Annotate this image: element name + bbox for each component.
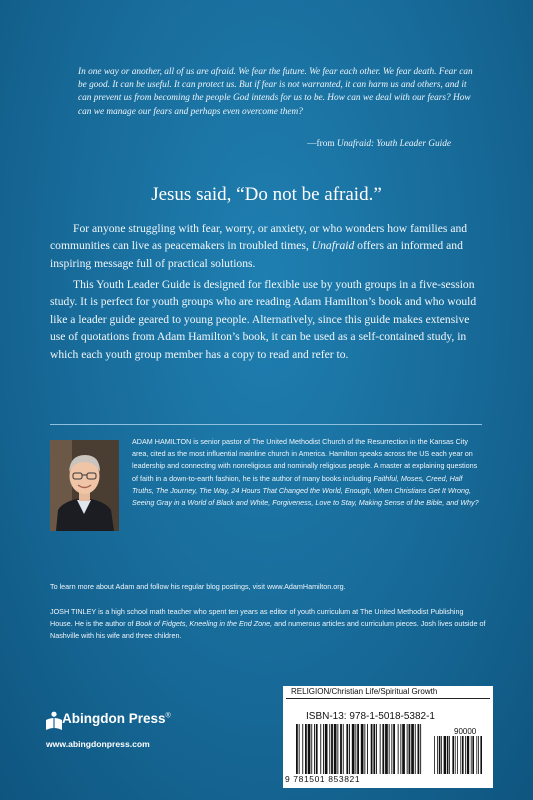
pull-quote: In one way or another, all of us are afraid. We fear the future. We fear each other. We fear death. Fear can be good. It can be useful. It can protect us. But if fear is not warranted, it can harm us and others, and it can prevent us from becoming the people God intends for us to be. How can we deal with our fears? How can we manage our fears and perhaps even overcome them?	[78, 67, 473, 117]
author-bio	[132, 436, 484, 509]
coauthor-books: Book of Fidgets, Kneeling in the End Zone,	[135, 619, 273, 629]
author-website-line: To learn more about Adam and follow his regular blog postings, visit www.AdamHamilton.org.	[50, 582, 346, 591]
bisac-divider	[286, 698, 490, 699]
description-paragraph-1	[50, 220, 480, 272]
isbn-label: ISBN-13: 978-1-5018-5382-1	[306, 711, 435, 722]
p1-start: For anyone struggling with fear, worry, or anxiety, or who wonders how families and communities can live as peacemakers in troubled times,	[50, 222, 468, 253]
attribution-prefix: —from	[307, 139, 337, 149]
barcode-digits: 9 781501 853821	[285, 774, 361, 784]
author-photo	[50, 440, 119, 531]
coauthor-bio	[50, 606, 486, 643]
author-bio-intro: ADAM HAMILTON is senior pastor of The United Methodist Church of the Resurrection in the Kansas City area, cited as the most influential mainline church in America. Hamilton speaks across the US each year on leadership and connecting with nonreligious and nominally religious people. A master at explaining questions of faith in a down-to-earth fashion, he is the author of many books including	[132, 437, 478, 483]
quote-attribution	[307, 139, 451, 149]
coauthor-bio-end: and numerous articles and curriculum pieces. Josh lives outside of Nashville with his wife and three children.	[50, 619, 486, 641]
price-code: 90000	[454, 727, 477, 736]
publisher-logo-text	[62, 711, 171, 726]
p1-title: Unafraid	[311, 239, 355, 253]
author-books: Faithful, Moses, Creed, Half Truths, The Journey, The Way, 24 Hours That Changed the World, Enough, When Christians Get It Wrong, Seeing Gray in a World of Black and White, Forgiveness, Love to Stay, Making Sense of the Bible, and Why?	[132, 473, 479, 508]
coauthor-bio-start: JOSH TINLEY is a high school math teacher who spent ten years as editor of youth curriculum at The United Methodist Publishing House. He is the author of	[50, 607, 464, 629]
bisac-category: RELIGION/Christian Life/Spiritual Growth	[291, 687, 438, 696]
author-photo-graphic	[50, 440, 119, 531]
barcode-graphic	[294, 724, 484, 776]
divider	[50, 424, 482, 425]
attribution-title: Unafraid: Youth Leader Guide	[336, 139, 451, 149]
publisher-website[interactable]: www.abingdonpress.com	[46, 739, 150, 749]
headline: Jesus said, “Do not be afraid.”	[151, 184, 382, 205]
registered-mark: ®	[165, 712, 171, 720]
publisher-name: Abingdon Press	[62, 711, 166, 726]
description-paragraph-2: This Youth Leader Guide is designed for flexible use by youth groups in a five-session study. It is perfect for youth groups who are reading Adam Hamilton’s book and who would like a leader guide geared to young people. Alternatively, since this guide makes extensive use of quotations from Adam Hamilton’s book, it can be used as a self-contained study, in which each youth group member has a copy to read and refer to.	[50, 278, 477, 361]
p1-end: offers an informed and inspiring message full of practical solutions.	[50, 239, 463, 270]
abingdon-logo-icon	[44, 711, 64, 733]
